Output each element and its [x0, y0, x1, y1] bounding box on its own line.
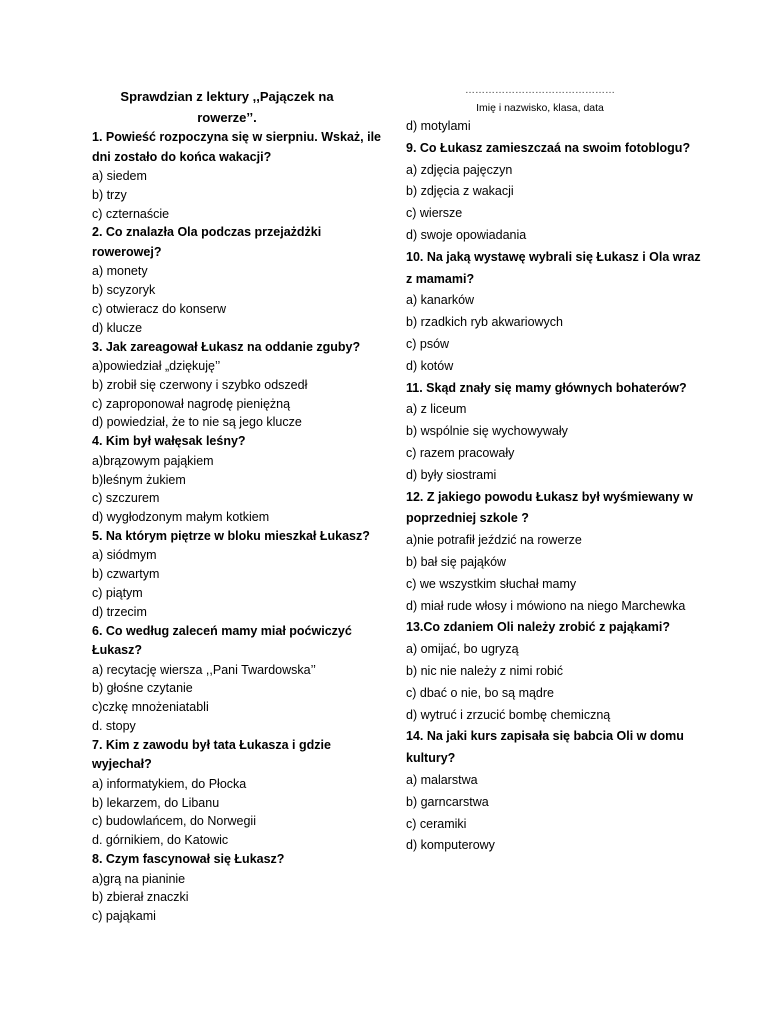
question-block: [92, 622, 392, 736]
question-block: [406, 617, 706, 726]
answer-option[interactable]: b) głośne czytanie: [92, 681, 193, 696]
question-block: [406, 378, 706, 487]
continued-answers: [406, 116, 706, 138]
answer-option[interactable]: d) powiedział, że to nie są jego klucze: [92, 415, 302, 430]
answer-option[interactable]: c) szczurem: [92, 491, 160, 506]
answer-option[interactable]: c) czternaście: [92, 206, 170, 221]
answer-option[interactable]: d) motylami: [406, 119, 471, 133]
answer-option[interactable]: d) wygłodzonym małym kotkiem: [92, 510, 270, 525]
name-label: Imię i nazwisko, klasa, data: [476, 102, 604, 114]
question-block: [406, 138, 706, 247]
question-block: [92, 338, 392, 433]
answer-option[interactable]: c) psów: [406, 336, 450, 351]
answer-option[interactable]: a)nie potrafił jeździć na rowerze: [406, 533, 582, 548]
question-block: [92, 527, 392, 622]
question-text: 12. Z jakiego powodu Łukasz był wyśmiewany w poprzedniej szkole ?: [406, 489, 693, 526]
right-column: [406, 86, 706, 857]
answer-option[interactable]: a) siódmym: [92, 548, 157, 563]
answer-option[interactable]: a)powiedział „dziękuję’’: [92, 359, 221, 374]
answer-option[interactable]: c) pająkami: [92, 909, 156, 924]
name-dotted-line[interactable]: ………………………………………: [465, 85, 615, 96]
answer-option[interactable]: c) ceramiki: [406, 816, 467, 831]
answer-option[interactable]: c)czkę mnożeniatabli: [92, 700, 209, 715]
answer-option[interactable]: a)grą na pianinie: [92, 871, 186, 886]
answer-option[interactable]: d) komputerowy: [406, 838, 495, 853]
answer-option[interactable]: b) garncarstwa: [406, 794, 489, 809]
left-question-list: [92, 128, 392, 926]
question-text: 10. Na jaką wystawę wybrali się Łukasz i Ola wraz z mamami?: [406, 249, 701, 286]
answer-option[interactable]: c) budowlańcem, do Norwegii: [92, 814, 256, 829]
question-block: [92, 223, 392, 337]
answer-option[interactable]: c) zaproponował nagrodę pieniężną: [92, 396, 291, 411]
question-block: [406, 726, 706, 857]
question-block: [92, 432, 392, 527]
title-line-2: rowerze’’.: [197, 110, 257, 125]
answer-option[interactable]: a)brązowym pająkiem: [92, 453, 214, 468]
answer-option[interactable]: a) siedem: [92, 169, 147, 183]
question-text: 7. Kim z zawodu był tata Łukasza i gdzie wyjechał?: [92, 737, 331, 772]
answer-option[interactable]: b) zbierał znaczki: [92, 890, 189, 905]
question-text: 2. Co znalazła Ola podczas przejażdżki rowerowej?: [92, 225, 322, 259]
answer-option[interactable]: a) monety: [92, 264, 148, 279]
answer-option[interactable]: b) zrobił się czerwony i szybko odszedł: [92, 377, 308, 392]
answer-option[interactable]: b) bał się pająków: [406, 554, 507, 569]
answer-option[interactable]: d) kotów: [406, 358, 454, 373]
answer-option[interactable]: a) zdjęcia pajęczyn: [406, 162, 513, 177]
answer-option[interactable]: b) wspólnie się wychowywały: [406, 424, 568, 439]
answer-option[interactable]: a) informatykiem, do Płocka: [92, 776, 247, 791]
answer-option[interactable]: b) scyzoryk: [92, 283, 156, 298]
question-block: [406, 487, 706, 618]
answer-option[interactable]: b) trzy: [92, 187, 127, 202]
answer-option[interactable]: a) recytację wiersza ,,Pani Twardowska’’: [92, 662, 316, 677]
answer-option[interactable]: d. stopy: [92, 719, 136, 734]
answer-option[interactable]: d) miał rude włosy i mówiono na niego Marchewka: [406, 598, 686, 613]
answer-option[interactable]: d) trzecim: [92, 604, 147, 619]
answer-option[interactable]: a) z liceum: [406, 402, 467, 417]
answer-option[interactable]: b) lekarzem, do Libanu: [92, 795, 220, 810]
question-text: 13.Co zdaniem Oli należy zrobić z pająkami?: [406, 620, 670, 635]
question-text: 5. Na którym piętrze w bloku mieszkał Łukasz?: [92, 528, 370, 543]
answer-option[interactable]: b)leśnym żukiem: [92, 472, 186, 487]
answer-option[interactable]: c) we wszystkim słuchał mamy: [406, 576, 577, 591]
question-block: [92, 850, 392, 926]
answer-option[interactable]: b) nic nie należy z nimi robić: [406, 663, 564, 678]
answer-option[interactable]: c) dbać o nie, bo są mądre: [406, 685, 554, 700]
question-text: 4. Kim był wałęsak leśny?: [92, 434, 246, 449]
answer-option[interactable]: b) zdjęcia z wakacji: [406, 184, 514, 199]
answer-option[interactable]: a) omijać, bo ugryzą: [406, 642, 519, 657]
answer-option[interactable]: d) były siostrami: [406, 467, 497, 482]
left-column: [92, 86, 392, 926]
answer-option[interactable]: d. górnikiem, do Katowic: [92, 833, 229, 848]
answer-option[interactable]: c) wiersze: [406, 206, 463, 221]
answer-option[interactable]: b) czwartym: [92, 567, 160, 582]
page-title: [92, 86, 362, 128]
question-text: 1. Powieść rozpoczyna się w sierpniu. Wskaż, ile dni zostało do końca wakacji?: [92, 130, 381, 164]
question-text: 3. Jak zareagował Łukasz na oddanie zguby?: [92, 339, 361, 354]
question-block: [92, 128, 392, 223]
question-text: 11. Skąd znały się mamy głównych bohaterów?: [406, 380, 687, 395]
answer-option[interactable]: c) razem pracowały: [406, 445, 515, 460]
answer-option[interactable]: d) wytruć i zrzucić bombę chemiczną: [406, 707, 611, 722]
right-question-list: [406, 138, 706, 857]
student-info-block: [406, 86, 674, 116]
question-text: 9. Co Łukasz zamieszczaá na swoim fotoblogu?: [406, 140, 691, 155]
question-text: 14. Na jaki kurs zapisała się babcia Oli w domu kultury?: [406, 729, 684, 766]
question-block: [406, 247, 706, 378]
answer-option[interactable]: a) kanarków: [406, 293, 475, 308]
question-block: [92, 736, 392, 850]
answer-option[interactable]: b) rzadkich ryb akwariowych: [406, 315, 563, 330]
question-text: 8. Czym fascynował się Łukasz?: [92, 852, 285, 867]
answer-option[interactable]: c) piątym: [92, 586, 143, 601]
answer-option[interactable]: d) swoje opowiadania: [406, 227, 527, 242]
answer-option[interactable]: d) klucze: [92, 320, 143, 335]
title-line-1: Sprawdzian z lektury ,,Pajączek na: [120, 89, 334, 104]
question-text: 6. Co według zaleceń mamy miał poćwiczyć Łukasz?: [92, 623, 352, 658]
answer-option[interactable]: c) otwieracz do konserw: [92, 301, 227, 316]
answer-option[interactable]: a) malarstwa: [406, 772, 478, 787]
